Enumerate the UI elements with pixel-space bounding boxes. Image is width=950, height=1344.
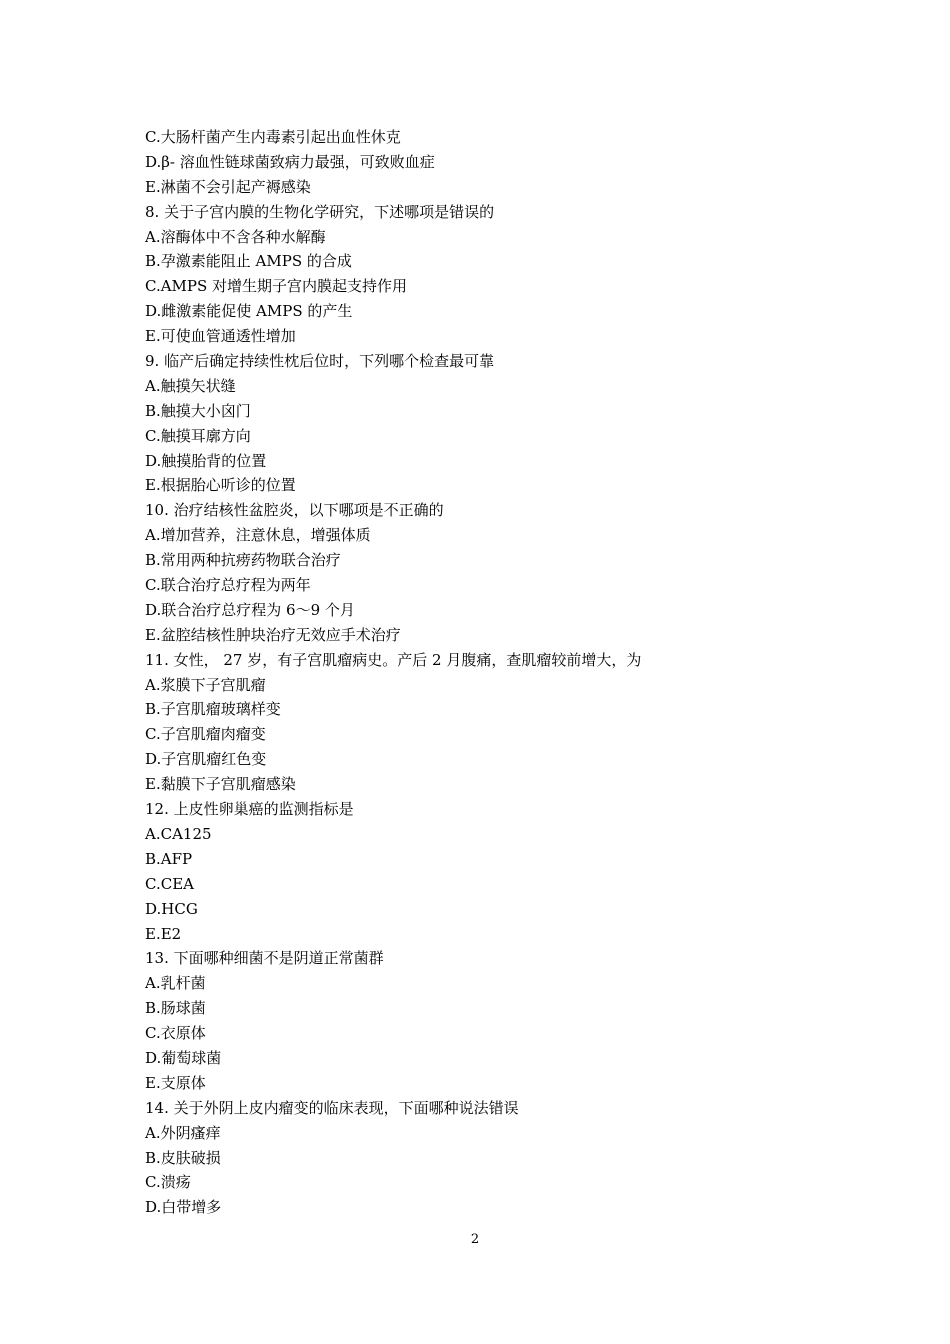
answer-option: B.皮肤破损 xyxy=(145,1148,221,1167)
answer-option: C.AMPS 对增生期子宫内膜起支持作用 xyxy=(145,277,408,296)
answer-option: B.肠球菌 xyxy=(145,999,206,1018)
answer-option: A.增加营养，注意休息，增强体质 xyxy=(145,526,371,545)
answer-option: E.黏膜下子宫肌瘤感染 xyxy=(145,775,296,794)
answer-option: C.CEA xyxy=(145,874,194,893)
answer-option: D.子宫肌瘤红色变 xyxy=(145,750,267,769)
answer-option: B.触摸大小囟门 xyxy=(145,401,251,420)
question-stem: 9. 临产后确定持续性枕后位时，下列哪个检查最可靠 xyxy=(145,352,495,371)
question-stem: 14. 关于外阴上皮内瘤变的临床表现，下面哪种说法错误 xyxy=(145,1098,519,1117)
question-stem: 13. 下面哪种细菌不是阴道正常菌群 xyxy=(145,949,384,968)
answer-option: C.衣原体 xyxy=(145,1024,206,1043)
answer-option: A.溶酶体中不含各种水解酶 xyxy=(145,227,326,246)
question-stem: 8. 关于子宫内膜的生物化学研究，下述哪项是错误的 xyxy=(145,202,495,221)
answer-option: A.外阴瘙痒 xyxy=(145,1123,221,1142)
answer-option: D.葡萄球菌 xyxy=(145,1048,222,1067)
answer-option: E.根据胎心听诊的位置 xyxy=(145,476,296,495)
answer-option: A.CA125 xyxy=(145,824,212,843)
question-stem: 11. 女性， 27 岁，有子宫肌瘤病史。产后 2 月腹痛，查肌瘤较前增大，为 xyxy=(145,650,642,669)
answer-option: D.HCG xyxy=(145,899,198,918)
question-stem: 10. 治疗结核性盆腔炎，以下哪项是不正确的 xyxy=(145,501,444,520)
answer-option: E.盆腔结核性肿块治疗无效应手术治疗 xyxy=(145,625,401,644)
answer-option: C.触摸耳廓方向 xyxy=(145,426,251,445)
answer-option: B.AFP xyxy=(145,849,193,868)
answer-option: C.子宫肌瘤肉瘤变 xyxy=(145,725,266,744)
answer-option: B.孕激素能阻止 AMPS 的合成 xyxy=(145,252,352,271)
answer-option: A.浆膜下子宫肌瘤 xyxy=(145,675,266,694)
question-stem: 12. 上皮性卵巢癌的监测指标是 xyxy=(145,800,354,819)
answer-option: A.乳杆菌 xyxy=(145,974,206,993)
answer-option: D.触摸胎背的位置 xyxy=(145,451,267,470)
answer-option: C.联合治疗总疗程为两年 xyxy=(145,576,311,595)
answer-option: B.常用两种抗痨药物联合治疗 xyxy=(145,551,341,570)
answer-option: D.β- 溶血性链球菌致病力最强，可致败血症 xyxy=(145,152,435,171)
answer-option: D.雌激素能促使 AMPS 的产生 xyxy=(145,302,353,321)
answer-option: E.淋菌不会引起产褥感染 xyxy=(145,177,311,196)
answer-option: E.E2 xyxy=(145,924,182,943)
answer-option: D.白带增多 xyxy=(145,1198,222,1217)
answer-option: C.大肠杆菌产生内毒素引起出血性休克 xyxy=(145,128,401,146)
answer-option: B.子宫肌瘤玻璃样变 xyxy=(145,700,281,719)
answer-option: E.可使血管通透性增加 xyxy=(145,327,296,346)
page-number: 2 xyxy=(470,1232,480,1247)
question-list xyxy=(145,125,845,1220)
answer-option: A.触摸矢状缝 xyxy=(145,376,236,395)
answer-option: C.溃疡 xyxy=(145,1173,191,1192)
answer-option: E.支原体 xyxy=(145,1073,206,1092)
answer-option: D.联合治疗总疗程为 6～9 个月 xyxy=(145,600,355,619)
